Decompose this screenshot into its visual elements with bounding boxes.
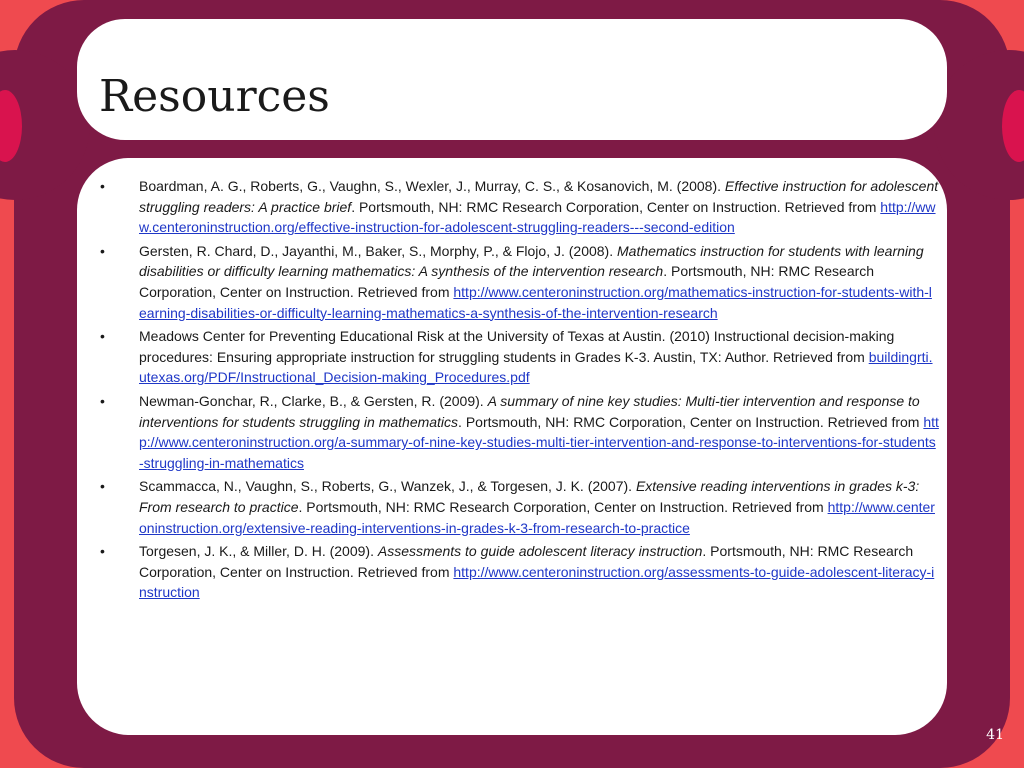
reference-link[interactable]: http://www.centeroninstruction.org/mathematics-instruction-for-students-with-learning-disabilities-or-difficulty-learning-mathematics-a-synthesis-of-the-intervention-research (139, 283, 932, 321)
slide-title: Resources (99, 71, 330, 122)
bullet: • (100, 392, 105, 409)
bullet: • (100, 178, 105, 194)
reference-item (77, 391, 947, 473)
reference-title: Mathematics instruction for students with learning disabilities or difficulty learning mathematics: A synthesis of the intervention research (139, 242, 924, 280)
reference-authors: Newman-Gonchar, R., Clarke, B., & Gersten, R. (2009). (139, 392, 488, 409)
reference-item (77, 176, 947, 238)
reference-authors: Torgesen, J. K., & Miller, D. H. (2009). (139, 543, 378, 560)
reference-item (77, 541, 947, 603)
reference-publisher: . Portsmouth, NH: RMC Research Corporation, Center on Instruction. Retrieved from (139, 543, 914, 580)
bullet: • (100, 328, 105, 345)
reference-list (77, 176, 947, 606)
reference-item (77, 476, 947, 538)
reference-link[interactable]: http://www.centeroninstruction.org/effective-instruction-for-adolescent-struggling-readers---second-edition (139, 198, 936, 236)
reference-title: Assessments to guide adolescent literacy instruction (377, 543, 703, 560)
reference-authors: Scammacca, N., Vaughn, S., Roberts, G., Wanzek, J., & Torgesen, J. K. (2007). (139, 478, 636, 495)
reference-publisher: . Portsmouth, NH: RMC Corporation, Center on Instruction. Retrieved from (458, 413, 924, 430)
reference-item (77, 326, 947, 388)
bullet: • (100, 242, 105, 259)
page-number: 41 (986, 727, 1004, 743)
reference-publisher: . Portsmouth, NH: RMC Research Corporation, Center on Instruction. Retrieved from (298, 498, 828, 515)
bullet: • (100, 543, 105, 560)
title-panel (77, 19, 947, 140)
reference-title: Extensive reading interventions in grades k-3: From research to practice (139, 478, 920, 515)
reference-publisher: . Portsmouth, NH: RMC Research Corporation, Center on Instruction. Retrieved from (139, 263, 875, 300)
reference-authors: Meadows Center for Preventing Educational Risk at the University of Texas at Austin. (2010) Instructional decision-making procedures: Ensuring appropriate instruction for struggling students in Grades K-3. Austin, TX: Author. Retrieved from (139, 328, 895, 365)
reference-item (77, 241, 947, 323)
reference-link[interactable]: buildingrti.utexas.org/PDF/Instructional_Decision-making_Procedures.pdf (139, 348, 933, 386)
reference-link[interactable]: http://www.centeroninstruction.org/a-summary-of-nine-key-studies-multi-tier-intervention-and-response-to-interventions-for-students-struggling-in-mathematics (139, 413, 939, 471)
reference-authors: Boardman, A. G., Roberts, G., Vaughn, S., Wexler, J., Murray, C. S., & Kosanovich, M. (2008). (139, 178, 725, 194)
reference-link[interactable]: http://www.centeroninstruction.org/assessments-to-guide-adolescent-literacy-instruction (139, 563, 935, 601)
content-panel (77, 158, 947, 735)
bullet: • (100, 478, 105, 495)
reference-authors: Gersten, R. Chard, D., Jayanthi, M., Baker, S., Morphy, P., & Flojo, J. (2008). (139, 242, 618, 259)
reference-title: Effective instruction for adolescent struggling readers: A practice brief (139, 178, 939, 215)
reference-title: A summary of nine key studies: Multi-tier intervention and response to interventions for students struggling in mathematics (139, 392, 920, 430)
reference-publisher: . Portsmouth, NH: RMC Research Corporation, Center on Instruction. Retrieved from (351, 198, 881, 215)
reference-link[interactable]: http://www.centeroninstruction.org/extensive-reading-interventions-in-grades-k-3-from-research-to-practice (139, 498, 935, 536)
